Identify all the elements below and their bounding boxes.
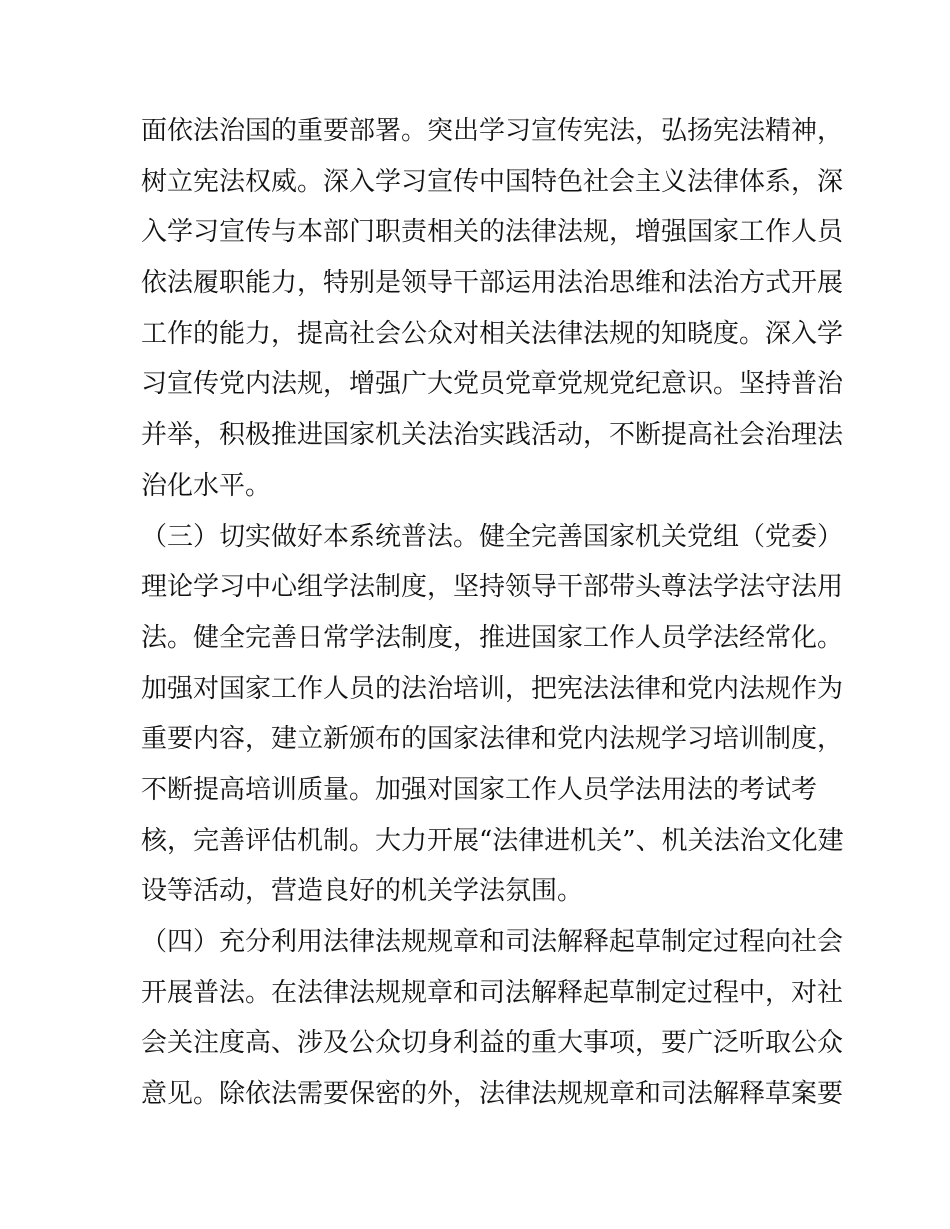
text-line: 重要内容，建立新颁布的国家法律和党内法规学习培训制度，	[141, 724, 844, 755]
text-line: 不断提高培训质量。加强对国家工作人员学法用法的考试考	[141, 774, 818, 805]
text-line: 习宣传党内法规，增强广大党员党章党规党纪意识。坚持普治	[141, 369, 844, 400]
text-line: 面依法治国的重要部署。突出学习宣传宪法，弘扬宪法精神，	[141, 116, 844, 146]
text-line: 意见。除依法需要保密的外，法律法规规章和司法解释草案要	[141, 1079, 844, 1110]
text-line: 设等活动，营造良好的机关学法氛围。	[141, 876, 584, 907]
text-line: 核，完善评估机制。大力开展“法律进机关”、机关法治文化建	[141, 825, 844, 856]
text-line: 开展普法。在法律法规规章和司法解释起草制定过程中，对社	[141, 977, 844, 1008]
text-line: （四）充分利用法律法规规章和司法解释起草制定过程向社会	[141, 927, 844, 957]
text-line: 加强对国家工作人员的法治培训，把宪法法律和党内法规作为	[141, 673, 844, 704]
text-line: 依法履职能力，特别是领导干部运用法治思维和法治方式开展	[141, 268, 844, 299]
body-text	[141, 106, 844, 1120]
text-line: 会关注度高、涉及公众切身利益的重大事项，要广泛听取公众	[141, 1028, 844, 1059]
text-line: 并举，积极推进国家机关法治实践活动，不断提高社会治理法	[141, 420, 844, 451]
text-line: 法。健全完善日常学法制度，推进国家工作人员学法经常化。	[141, 622, 844, 653]
text-line: 工作的能力，提高社会公众对相关法律法规的知晓度。深入学	[141, 318, 844, 349]
text-line: 理论学习中心组学法制度，坚持领导干部带头尊法学法守法用	[141, 572, 844, 603]
text-line: 入学习宣传与本部门职责相关的法律法规，增强国家工作人员	[141, 217, 844, 248]
text-line: （三）切实做好本系统普法。健全完善国家机关党组（党委）	[141, 521, 844, 552]
text-line: 治化水平。	[141, 470, 272, 501]
text-line: 树立宪法权威。深入学习宣传中国特色社会主义法律体系，深	[141, 166, 844, 197]
